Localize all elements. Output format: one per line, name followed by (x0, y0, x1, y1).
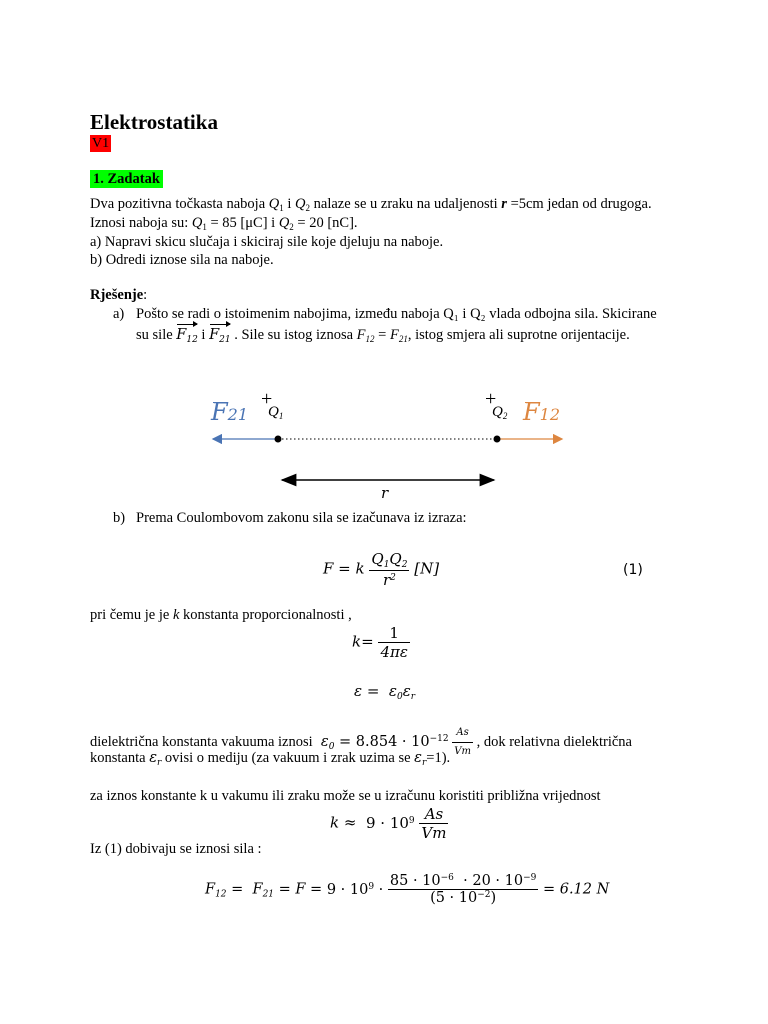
k-approx-formula: $k \approx 9 \cdot 10^9$ $\frac{As}{Vm}$ (330, 805, 447, 842)
k-formula: k= $\frac{1}{4\pi\varepsilon}$ (352, 624, 408, 661)
result-formula: $F_{12} = F_{21} = F = 9 \cdot 10^9$ · $\frac{85 \cdot 10^{-6} \cdot 20 \cdot 10^{-9}}{(5 \cdot 10^{-2})}$ = 6.12 N (205, 873, 610, 906)
result-intro: Iz (1) dobivaju se iznosi sila : (90, 841, 262, 857)
solution-a-marker: a) (113, 306, 125, 322)
solution-a-line-2: su sile $F_{12}$ i $F_{21}$ . Sile su istog iznosa $F_{12} = F_{21}$, istog smjera ali suprotne orijentacije. (136, 326, 630, 349)
solution-b-marker: b) (113, 510, 126, 526)
charge-q2-dot (494, 436, 501, 443)
solution-a-line-1: Pošto se radi o istoimenim nabojima, između naboja Q₁ i Q₂ vlada odbojna sila. Skicirane (136, 306, 657, 322)
q1-plus-sign: + (261, 388, 273, 410)
solution-b-text: Prema Coulombovom zakonu sila se izačunava iz izraza: (136, 510, 467, 526)
solution-label: Rješenje: (90, 287, 148, 303)
task-line-2: Iznosi naboja su: $Q_1 = 85$ [μC] i $Q_2 = 20$ [nC]. (90, 215, 358, 232)
formula-1-label: (1) (623, 562, 643, 578)
force-f21-label: F21 (211, 398, 249, 426)
q2-label: $Q_2$ (492, 404, 508, 421)
q1-label: $Q_1$ (268, 404, 284, 421)
k-intro: pri čemu je je k konstanta proporcionalnosti , (90, 607, 352, 623)
force-f12-label: F12 (523, 398, 561, 426)
dielectric-line-1: dielektrična konstanta vakuuma iznosi $\varepsilon_0 = 8.854 \cdot 10^{-12}$ $\frac{As}{Vm}$ , dok relativna dielektrična (90, 724, 632, 761)
charge-q1-dot (275, 436, 282, 443)
dielectric-line-2: konstanta $\varepsilon_r$ ovisi o mediju (za vakuum i zrak uzima se $\varepsilon_r=1$). (90, 750, 451, 768)
version-tag: V1 (92, 136, 110, 151)
epsilon-formula: $\varepsilon = \varepsilon_0\varepsilon_r$ (354, 682, 416, 702)
coulomb-formula: F = k $\frac{Q_1Q_2}{r^2}$ [N] (323, 550, 440, 589)
q2-plus-sign: + (485, 388, 497, 410)
task-b: b) Odredi iznose sila na naboje. (90, 252, 274, 268)
approx-text: za iznos konstante k u vakumu ili zraku može se u izračunu koristiti približna vrijednost (90, 788, 601, 804)
task-heading: 1. Zadatak (90, 170, 163, 188)
page-title: Elektrostatika (90, 110, 218, 134)
task-a: a) Napravi skicu slučaja i skiciraj sile koje djeluju na naboje. (90, 234, 444, 250)
task-line-1: Dva pozitivna točkasta naboja $Q_1$ i $Q_2$ nalaze se u zraku na udaljenosti r =5cm jedan od drugoga. (90, 196, 652, 213)
distance-label: r (381, 484, 389, 502)
